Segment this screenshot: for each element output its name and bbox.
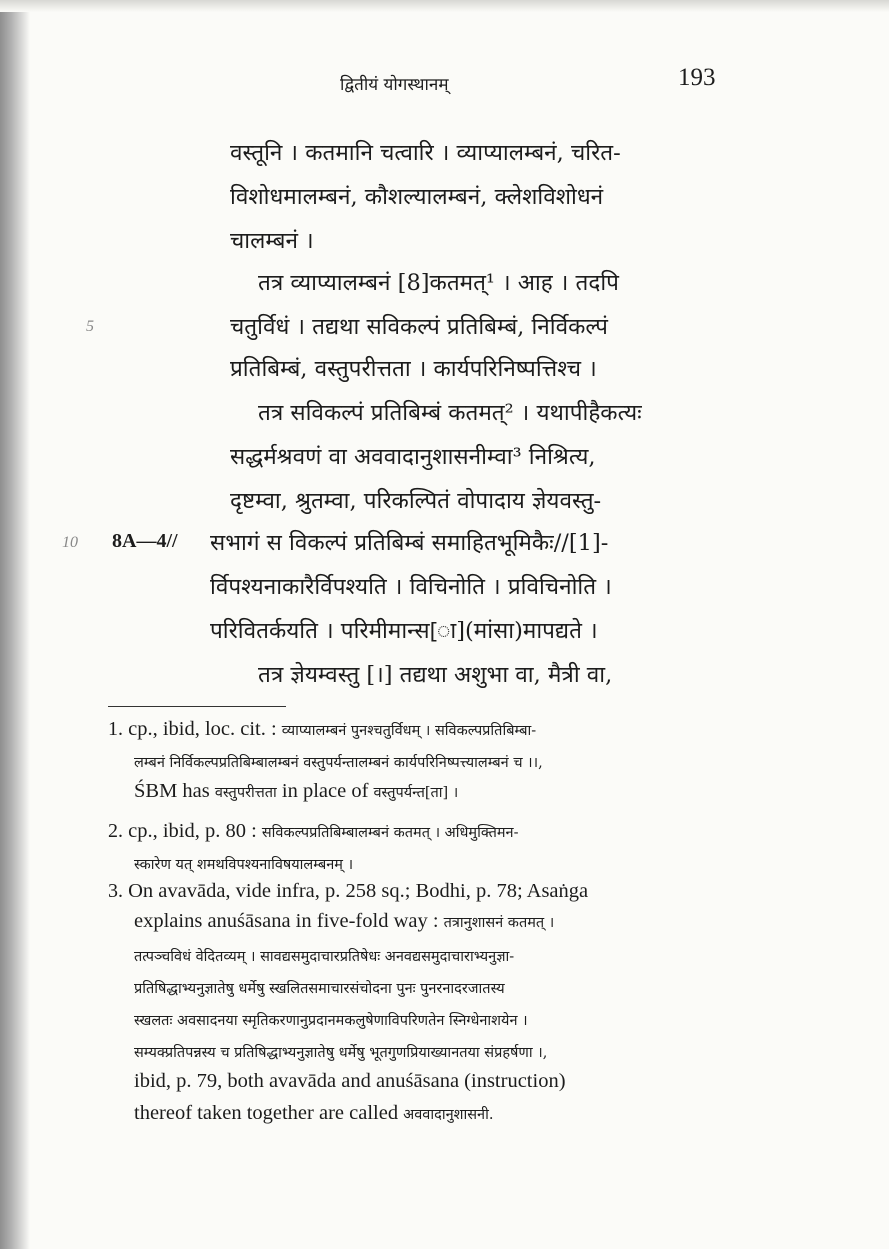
footnote-3-sanskrit-question: तत्रानुशासनं कतमत् । bbox=[443, 915, 555, 931]
footnote-1-line-3 bbox=[134, 780, 458, 803]
body-line-12: परिवितर्कयति । परिमीमान्स[ा](मांसा)मापद्यते । bbox=[210, 618, 598, 644]
body-line-10: सभागं स विकल्पं प्रतिबिम्बं समाहितभूमिकैः//[1]- bbox=[210, 530, 609, 556]
footnote-3-english-1: On avavāda, vide infra, p. 258 sq.; Bodhi, p. 78; Asaṅga bbox=[128, 880, 589, 902]
page-number: 193 bbox=[678, 64, 716, 91]
footnote-3-english-8: thereof taken together are called bbox=[134, 1102, 399, 1124]
footnote-3-line-8 bbox=[134, 1102, 493, 1125]
body-line-9: दृष्टम्वा, श्रुतम्वा, परिकल्पितं वोपादाय ज्ञेयवस्तु- bbox=[230, 488, 602, 514]
body-line-6: प्रतिबिम्बं, वस्तुपरीत्तता । कार्यपरिनिष्पत्तिश्च । bbox=[230, 356, 597, 382]
footnote-1-citation: cp., ibid, loc. cit. : bbox=[128, 718, 277, 740]
footnote-2-line-2: स्कारेण यत् शमथविपश्यनाविषयालम्बनम् । bbox=[134, 857, 354, 873]
footnote-2-citation: cp., ibid, p. 80 : bbox=[128, 820, 257, 842]
running-title: द्वितीयं योगस्थानम् bbox=[340, 75, 449, 95]
footnote-1-sbm-text: ŚBM has bbox=[134, 780, 210, 802]
footnote-3-number: 3. bbox=[108, 880, 123, 902]
footnote-3-line-1 bbox=[108, 880, 588, 903]
footnote-2-number: 2. bbox=[108, 820, 123, 842]
footnote-3-line-4: प्रतिषिद्धाभ्यनुज्ञातेषु धर्मेषु स्खलितसमाचारसंचोदना पुनः पुनरनादरजातस्य bbox=[134, 981, 505, 997]
body-line-2: विशोधमालम्बनं, कौशल्यालम्बनं, क्लेशविशोधनं bbox=[230, 184, 604, 210]
body-line-4: तत्र व्याप्यालम्बनं [8]कतमत्¹ । आह । तदपि bbox=[258, 270, 619, 296]
footnote-1-sanskrit-term-b: वस्तुपर्यन्त[ता] । bbox=[373, 785, 459, 801]
footnote-1-sanskrit-1: व्याप्यालम्बनं पुनश्चतुर्विधम् । सविकल्पप्रतिबिम्बा- bbox=[281, 723, 537, 739]
body-line-11: र्विपश्यनाकारैर्विपश्यति । विचिनोति । प्रविचिनोति । bbox=[210, 574, 612, 600]
folio-label: 8A—4// bbox=[112, 530, 178, 552]
body-line-1: वस्तूनि । कतमानि चत्वारि । व्याप्यालम्बनं, चरित- bbox=[230, 140, 621, 166]
footnote-1-number: 1. bbox=[108, 718, 123, 740]
footnote-1-in-place-of: in place of bbox=[281, 780, 369, 802]
page-top-edge bbox=[0, 0, 889, 12]
body-line-8: सद्धर्मश्रवणं वा अववादानुशासनीम्वा³ निश्रित्य, bbox=[230, 444, 596, 470]
footnote-2-line-1 bbox=[108, 820, 519, 843]
margin-line-number-5: 5 bbox=[86, 318, 94, 335]
body-line-5: चतुर्विधं । तद्यथा सविकल्पं प्रतिबिम्बं, निर्विकल्पं bbox=[230, 314, 608, 340]
footnote-1-sanskrit-term-a: वस्तुपरीत्तता bbox=[214, 785, 277, 801]
footnote-1-line-2: लम्बनं निर्विकल्पप्रतिबिम्बालम्बनं वस्तुपर्यन्तालम्बनं कार्यपरिनिष्पत्त्यालम्बनं च ।।, bbox=[134, 755, 543, 771]
margin-line-number-10: 10 bbox=[62, 534, 78, 551]
footnote-separator bbox=[108, 706, 286, 707]
book-spine-shadow bbox=[0, 0, 30, 1249]
footnote-2-sanskrit-1: सविकल्पप्रतिबिम्बालम्बनं कतमत् । अधिमुक्तिमन- bbox=[261, 825, 519, 841]
body-line-3: चालम्बनं । bbox=[230, 228, 314, 254]
footnote-3-english-2: explains anuśāsana in five-fold way : bbox=[134, 910, 439, 932]
footnote-3-line-5: स्खलतः अवसादनया स्मृतिकरणानुप्रदानमकलुषेणाविपरिणतेन स्निग्धेनाशयेन । bbox=[134, 1013, 528, 1029]
footnote-3-line-6: सम्यक्प्रतिपन्नस्य च प्रतिषिद्धाभ्यनुज्ञातेषु धर्मेषु भूतगुणप्रियाख्यानतया संप्रहर्षणा ।, bbox=[134, 1045, 548, 1061]
body-line-13: तत्र ज्ञेयम्वस्तु [।] तद्यथा अशुभा वा, मैत्री वा, bbox=[258, 662, 613, 688]
footnote-1-line-1 bbox=[108, 718, 536, 741]
footnote-3-line-2 bbox=[134, 910, 554, 933]
body-line-7: तत्र सविकल्पं प्रतिबिम्बं कतमत्² । यथापीहैकत्यः bbox=[258, 400, 642, 426]
footnote-3-line-3: तत्पञ्चविधं वेदितव्यम् । सावद्यसमुदाचारप्रतिषेधः अनवद्यसमुदाचाराभ्यनुज्ञा- bbox=[134, 949, 515, 965]
footnote-3-sanskrit-final: अववादानुशासनी. bbox=[403, 1107, 494, 1123]
footnote-3-line-7: ibid, p. 79, both avavāda and anuśāsana (instruction) bbox=[134, 1070, 566, 1092]
